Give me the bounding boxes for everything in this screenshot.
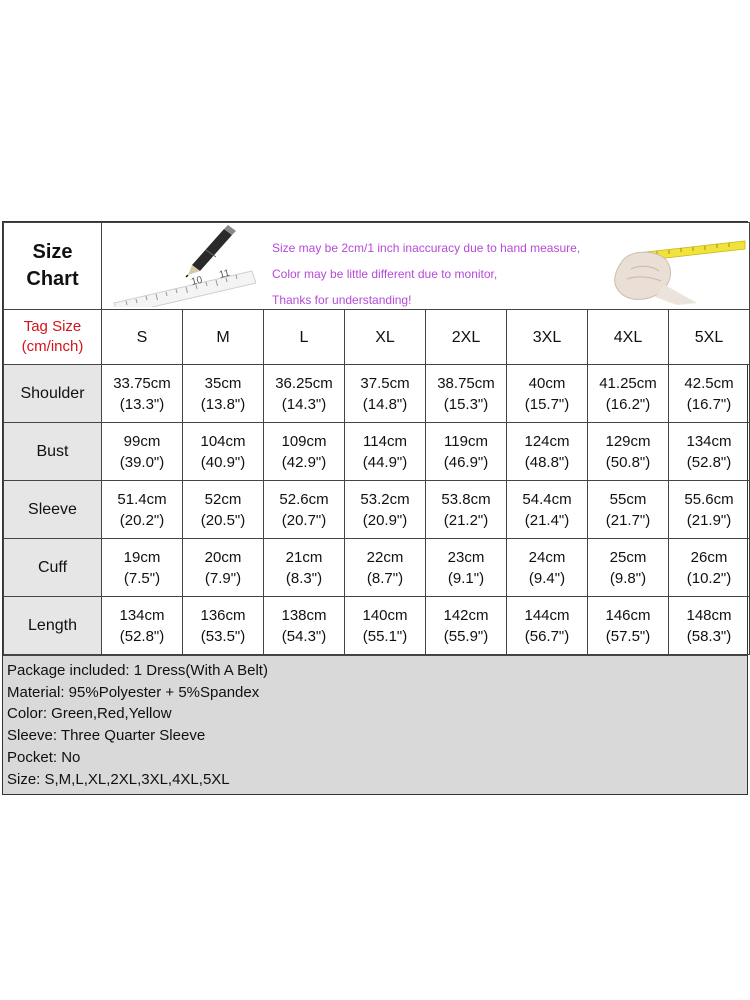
measurement-cell [426,481,507,539]
inch-value: (8.7") [366,569,404,587]
row-label: Sleeve [4,481,102,539]
note-line: Thanks for understanding! [272,293,412,307]
inch-value: (16.2") [605,395,651,413]
inch-value: (8.3") [285,569,323,587]
cm-value: 52cm [204,490,242,508]
measurement-cell [102,597,183,655]
inch-value: (54.3") [281,627,327,645]
inch-value: (20.2") [119,511,165,529]
measurement-cell [669,539,750,597]
cm-value: 146cm [605,606,651,624]
inch-value: (21.2") [443,511,489,529]
measurement-cell [426,539,507,597]
cm-value: 40cm [528,374,566,392]
measurement-cell [264,481,345,539]
measurement-row [4,597,750,655]
ruler-number: 10 [190,274,204,288]
inch-value: (55.1") [362,627,408,645]
info-line: Material: 95%Polyester + 5%Spandex [7,683,260,701]
cm-value: 148cm [686,606,732,624]
measurement-cell [183,423,264,481]
cm-value: 54.4cm [522,490,572,508]
chart-header-row [4,223,750,310]
info-line: Color: Green,Red,Yellow [7,705,172,723]
size-header: 5XL [669,310,750,365]
measurement-cell [345,365,426,423]
measurement-cell [102,365,183,423]
info-line: Pocket: No [7,748,81,766]
measurement-cell [588,481,669,539]
measurement-notes [272,235,580,313]
cm-value: 138cm [281,606,327,624]
inch-value: (7.9") [204,569,242,587]
cm-value: 42.5cm [684,374,734,392]
inch-value: (44.9") [362,453,408,471]
measurement-cell [588,423,669,481]
inch-value: (7.5") [123,569,161,587]
size-header: XL [345,310,426,365]
tag-size-label-line-1: Tag Size [23,318,82,335]
info-line: Sleeve: Three Quarter Sleeve [7,727,206,745]
measurement-cell [669,365,750,423]
cm-value: 99cm [123,432,161,450]
measurement-cell [426,423,507,481]
measurement-cell [507,423,588,481]
measurement-banner [102,223,750,310]
measurement-cell [588,597,669,655]
cm-value: 134cm [119,606,165,624]
measurement-cell [264,423,345,481]
measurement-cell [183,597,264,655]
info-line: Size: S,M,L,XL,2XL,3XL,4XL,5XL [7,770,230,788]
measurement-cell [426,597,507,655]
cm-value: 51.4cm [117,490,167,508]
cm-value: 53.2cm [360,490,410,508]
inch-value: (52.8") [119,627,165,645]
row-label: Length [4,597,102,655]
measurement-cell [588,365,669,423]
measurement-cell [345,481,426,539]
measurement-row [4,539,750,597]
inch-value: (14.8") [362,395,408,413]
size-header: 4XL [588,310,669,365]
measurement-cell [183,539,264,597]
measurement-row [4,365,750,423]
measurement-cell [507,481,588,539]
measurement-cell [669,423,750,481]
inch-value: (9.1") [447,569,485,587]
title-line-1: Size [32,241,73,263]
title-line-2: Chart [26,268,79,290]
inch-value: (13.8") [200,395,246,413]
ruler-number: 11 [218,267,231,281]
tag-size-label [4,310,102,365]
measurement-cell [669,481,750,539]
cm-value: 19cm [123,548,161,566]
cm-value: 144cm [524,606,570,624]
ruler-icon [114,268,256,307]
inch-value: (21.4") [524,511,570,529]
product-info [3,655,747,794]
measurement-cell [345,423,426,481]
cm-value: 25cm [609,548,647,566]
cm-value: 24cm [528,548,566,566]
measurement-cell [669,597,750,655]
cm-value: 136cm [200,606,246,624]
inch-value: (40.9") [200,453,246,471]
measurement-cell [264,365,345,423]
cm-value: 104cm [200,432,246,450]
cm-value: 124cm [524,432,570,450]
cm-value: 142cm [443,606,489,624]
cm-value: 33.75cm [113,374,171,392]
measurement-cell [345,539,426,597]
cm-value: 21cm [285,548,323,566]
hand-icon [615,252,697,305]
pen-ruler-illustration [106,225,256,307]
row-label: Shoulder [4,365,102,423]
inch-value: (46.9") [443,453,489,471]
inch-value: (13.3") [119,395,165,413]
measurement-cell [183,365,264,423]
cm-value: 55cm [609,490,647,508]
cm-value: 36.25cm [275,374,333,392]
inch-value: (10.2") [686,569,732,587]
inch-value: (55.9") [443,627,489,645]
cm-value: 129cm [605,432,651,450]
measurement-cell [264,597,345,655]
inch-value: (9.8") [609,569,647,587]
cm-value: 134cm [686,432,732,450]
size-header: 2XL [426,310,507,365]
tag-size-label-line-2: (cm/inch) [21,338,84,355]
size-chart-title [4,223,102,310]
measurement-cell [264,539,345,597]
size-header: M [183,310,264,365]
inch-value: (50.8") [605,453,651,471]
cm-value: 20cm [204,548,242,566]
inch-value: (20.7") [281,511,327,529]
inch-value: (42.9") [281,453,327,471]
inch-value: (57.5") [605,627,651,645]
cm-value: 114cm [363,432,407,450]
inch-value: (53.5") [200,627,246,645]
row-label: Bust [4,423,102,481]
cm-value: 23cm [447,548,485,566]
cm-value: 41.25cm [599,374,657,392]
inch-value: (21.7") [605,511,651,529]
note-line: Color may be little different due to monitor, [272,267,498,281]
cm-value: 52.6cm [279,490,329,508]
measurement-cell [102,539,183,597]
size-header: S [102,310,183,365]
measurement-cell [507,365,588,423]
cm-value: 22cm [366,548,404,566]
size-header: L [264,310,345,365]
cm-value: 53.8cm [441,490,491,508]
inch-value: (14.3") [281,395,327,413]
hand-tape-illustration [607,229,747,305]
size-header: 3XL [507,310,588,365]
info-line: Package included: 1 Dress(With A Belt) [7,662,268,679]
cm-value: 26cm [690,548,728,566]
row-label: Cuff [4,539,102,597]
cm-value: 119cm [444,432,488,450]
measurement-cell [426,365,507,423]
measurement-row [4,481,750,539]
size-chart [2,221,748,795]
inch-value: (39.0") [119,453,165,471]
measurement-cell [183,481,264,539]
size-table [3,222,750,655]
cm-value: 140cm [362,606,408,624]
cm-value: 55.6cm [684,490,734,508]
inch-value: (52.8") [686,453,732,471]
measurement-row [4,423,750,481]
inch-value: (20.5") [200,511,246,529]
inch-value: (48.8") [524,453,570,471]
inch-value: (15.7") [524,395,570,413]
inch-value: (58.3") [686,627,732,645]
measurement-cell [345,597,426,655]
measurement-cell [507,539,588,597]
measurement-cell [102,423,183,481]
inch-value: (56.7") [524,627,570,645]
inch-value: (21.9") [686,511,732,529]
measurement-cell [588,539,669,597]
inch-value: (20.9") [362,511,408,529]
inch-value: (9.4") [528,569,566,587]
cm-value: 38.75cm [437,374,495,392]
note-line: Size may be 2cm/1 inch inaccuracy due to hand measure, [272,241,581,255]
cm-value: 109cm [281,432,327,450]
inch-value: (16.7") [686,395,732,413]
tag-size-row [4,310,750,365]
measurement-cell [102,481,183,539]
cm-value: 35cm [204,374,242,392]
inch-value: (15.3") [443,395,489,413]
cm-value: 37.5cm [360,374,410,392]
measurement-cell [507,597,588,655]
